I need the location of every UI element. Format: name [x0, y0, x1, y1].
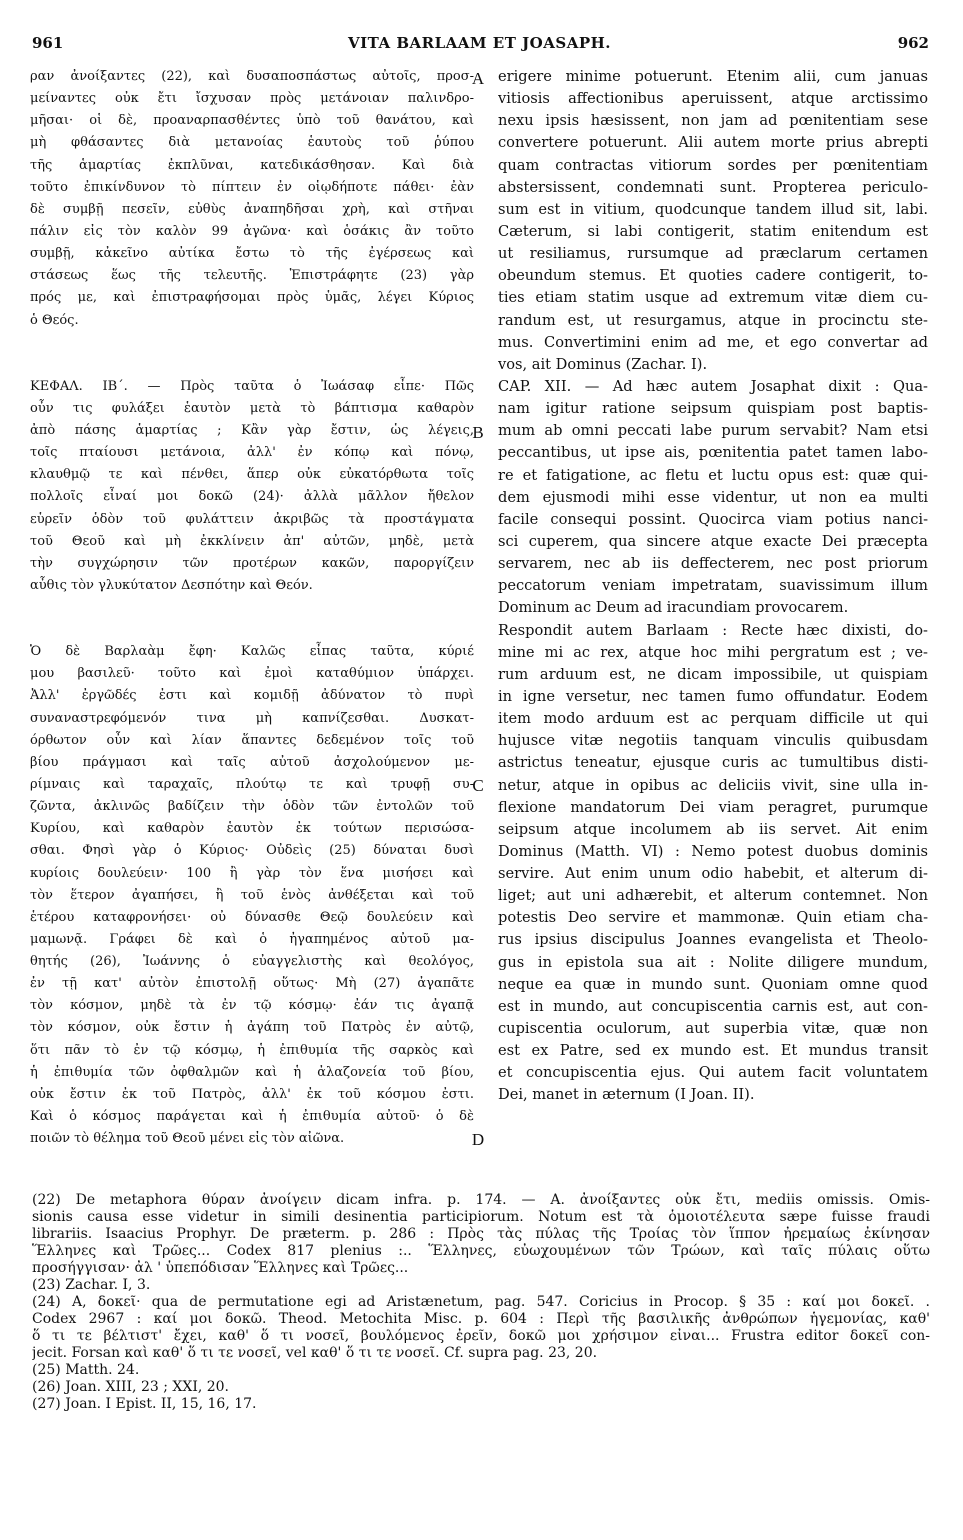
greek-line: θητής (26), Ἰωάννης ὁ εὐαγγελιστὴς καὶ θεολόγος,: [30, 954, 474, 970]
latin-line: sum est in vitium, quodcunque tandem illud sit, labi.: [498, 200, 928, 218]
footnotes-line: Codex 2967 : καί μοι δοκῶ. Theod. Metochita Misc. p. 604 : Περὶ τῆς βασιλικῆς ἀνθρώπων ἡγεμονίας, καθ': [32, 1311, 930, 1327]
page-header: [30, 34, 929, 56]
latin-line: rum arduum est, ne dicam impossibile, ut quispiam: [498, 665, 928, 683]
latin-line: hujusce vitæ negotiis tanquam vinculis quibusdam: [498, 732, 928, 750]
footnotes: [32, 1192, 930, 1413]
latin-line: Dominum ac Deum ad iracundiam provocarem.: [498, 599, 849, 617]
latin-line: peccatorum veniam impetratam, suavissimum illum: [498, 577, 928, 595]
greek-line: τὸν ἕτερον ἀγαπήσει, ἢ τοῦ ἑνὸς ἀνθέξεται καὶ τοῦ: [30, 887, 474, 903]
latin-line: astrictus teneatur, ejusque curis ac tumultibus disti-: [498, 754, 928, 772]
greek-line: κλαυθμῷ τε καὶ πένθει, ἅπερ οὐκ εὐκατόρθωτα τοῖς: [30, 467, 474, 483]
greek-line: μαμωνᾷ. Γράφει δὲ καὶ ὁ ἠγαπημένος αὐτοῦ μα-: [30, 931, 474, 947]
greek-line: μείναντες οὐκ ἔτι ἴσχυσαν πρὸς μετάνοιαν παλινδρο-: [30, 91, 474, 107]
latin-line: CAP. XII. — Ad hæc autem Josaphat dixit : Qua-: [498, 377, 928, 395]
latin-line: dem ejusmodi mihi esse videntur, ut non ea multi: [498, 488, 928, 506]
latin-line: Dei, manet in æternum (I Joan. II).: [498, 1086, 755, 1104]
greek-line: Καὶ ὁ κόσμος παράγεται καὶ ἡ ἐπιθυμία αὐτοῦ· ὁ δὲ: [30, 1109, 474, 1125]
greek-line: πολλοῖς εἶναί μοι δοκῶ (24)· ἀλλὰ μᾶλλον ἤθελον: [30, 489, 474, 505]
greek-line: μὴ φθάσαντες διὰ μετανοίας ἑαυτοὺς τοῦ ῥύπου: [30, 135, 474, 151]
running-title: VITA BARLAAM ET JOASAPH.: [347, 34, 612, 52]
greek-line: μου βασιλεῦ· τοῦτο καὶ ἐμοὶ καταθύμιον ὑπάρχει.: [30, 666, 474, 682]
latin-line: netur, atque in opibus ac deliciis vivit, sine ulla in-: [498, 776, 928, 794]
greek-line: ραν ἀνοίξαντες (22), καὶ δυσαποσπάστως αὐτοῖς, προσ-: [30, 69, 474, 84]
greek-line: Κυρίου, καὶ καθαρὸν ἑαυτὸν ἐκ τούτων περισώσα-: [30, 821, 474, 837]
latin-line: peccantibus, ut ipse ais, pœnitentia patet tamen labo-: [498, 444, 928, 462]
greek-line: πρός με, καὶ ἐπιστραφήσομαι πρὸς ὑμᾶς, λέγει Κύριος: [30, 290, 474, 306]
latin-line: servire. Aut enim unum odio habebit, et alterum di-: [498, 865, 928, 883]
greek-line: τὸν κόσμον, οὐκ ἔστιν ἡ ἀγάπη τοῦ Πατρὸς ἐν αὐτῷ,: [30, 1020, 474, 1036]
latin-line: ties etiam statim usque ad extremum vitæ diem cu-: [498, 289, 928, 307]
latin-line: mine mi ac rex, atque hoc mihi pergratum est ; ve-: [498, 643, 928, 661]
latin-line: sci cuperem, qua sincere atque exacte Dei præcepta: [498, 532, 928, 550]
footnotes-line: librariis. Isaacius Prophyr. De præterm. p. 286 : Πρὸς τὰς πύλας τῆς Τροίας τὸν ἵππον ἠρεμαίως ἐκίνησαν: [32, 1226, 930, 1242]
greek-line: τοῦτο ἐπικίνδυνον τὸ πίπτειν ἐν οἱῳδήποτε πάθει· ἐὰν: [30, 179, 474, 195]
section-marker-d: D: [471, 1130, 485, 1149]
footnotes-line: (22) De metaphora θύραν ἀνοίγειν dicam infra. p. 174. — A. ἀνοίξαντες οὐκ ἔτι, mediis omissis. Omis-: [32, 1192, 930, 1208]
latin-line: erigere minime potuerunt. Etenim alii, cum januas: [498, 68, 928, 85]
greek-line: ἑτέρου καταφρονήσει· οὐ δύνασθε Θεῷ δουλεύειν καὶ: [30, 909, 474, 925]
greek-line: ἡ ἐπιθυμία τῶν ὀφθαλμῶν καὶ ἡ ἀλαζονεία τοῦ βίου,: [30, 1064, 474, 1080]
latin-line: mum ab omni peccati labe purum servabit? Nam etsi: [498, 422, 928, 440]
latin-line: vos, ait Dominus (Zachar. I).: [498, 355, 708, 373]
latin-line: cupiscentia oculorum, aut superbia vitæ, quæ non: [498, 1020, 928, 1038]
greek-line: βίου πράγμασι καὶ ταῖς αὐτοῦ ἀσχολούμενον με-: [30, 754, 474, 770]
greek-line: ζῶντα, ἀκλινῶς βαδίζειν τὴν ὁδὸν τῶν ἐντολῶν τοῦ: [30, 799, 474, 815]
latin-line: mus. Convertimini enim ad me, et ego convertar ad: [498, 333, 928, 351]
greek-line: Ὁ δὲ Βαρλαὰμ ἔφη· Καλῶς εἶπας ταῦτα, κύριέ: [30, 644, 474, 660]
section-marker-c: C: [472, 776, 484, 795]
latin-line: re et fatigatione, ac fletu et luctu opus est: quæ qui-: [498, 466, 928, 484]
greek-line: σθαι. Φησὶ γὰρ ὁ Κύριος· Οὐδεὶς (25) δύναται δυσὶ: [30, 843, 474, 859]
footnotes-line: (24) A, δοκεῖ· qua de permutatione egi ad Aristænetum, pag. 547. Coricius in Procop. § 35 : καί μοι δοκεῖ. .: [32, 1294, 930, 1310]
latin-line: in igne versetur, nec tamen fumo offundatur. Eodem: [498, 687, 928, 705]
latin-line: Dominus (Matth. VI) : Nemo potest duobus dominis: [498, 842, 928, 860]
greek-line: ποιῶν τὸ θέλημα τοῦ Θεοῦ μένει εἰς τὸν αἰῶνα.: [30, 1131, 345, 1147]
latin-line: quam contractas vitiorum sordes per pœnitentiam: [498, 156, 928, 174]
latin-line: vitiosis affectionibus aperuissent, atque arctissimo: [498, 90, 928, 108]
footnotes-line: sionis causa esse videtur in simili desinentia participiorum. Notum est τὰ ὁμοιοτέλευτα sæpe fuisse fraudi: [32, 1209, 930, 1225]
footnotes-line: (26) Joan. XIII, 23 ; XXI, 20.: [32, 1379, 230, 1395]
greek-line: [30, 332, 474, 376]
footnotes-line: (23) Zachar. I, 3.: [32, 1277, 151, 1293]
greek-line: ὁ Θεός.: [30, 312, 79, 328]
greek-line: δὲ συμβῇ πεσεῖν, εὐθὺς ἀναπηδῆσαι χρὴ, καὶ στῆναι: [30, 201, 474, 217]
greek-line: Ἀλλ' ἐργῶδές ἐστι καὶ κομιδῇ ἀδύνατον τὸ πυρὶ: [30, 688, 474, 704]
footnotes-line: (27) Joan. I Epist. II, 15, 16, 17.: [32, 1396, 257, 1412]
latin-line: liget; aut uni adhærebit, et alterum contemnet. Non: [498, 887, 928, 905]
greek-line: τὸν κόσμον, μηδὲ τὰ ἐν τῷ κόσμῳ· ἐάν τις ἀγαπᾷ: [30, 998, 474, 1014]
greek-column: [30, 66, 474, 1150]
footnotes-line: (25) Matth. 24.: [32, 1362, 140, 1378]
latin-line: seipsum atque incolumem ab iis servet. Ait enim: [498, 820, 928, 838]
greek-line: τοῦ Θεοῦ καὶ μὴ ἐκκλίνειν ἀπ' αὐτῶν, μηδὲ, μετὰ: [30, 533, 474, 549]
latin-line: ut resiliamus, rursumque ad præclarum certamen: [498, 245, 928, 263]
latin-line: facile consequi possint. Quocirca viam potius nanci-: [498, 510, 928, 528]
latin-line: Cæterum, si labi contigerit, statim enitendum est: [498, 222, 928, 240]
greek-line: μῆσαι· οἱ δὲ, προαναρπασθέντες ὑπὸ τοῦ θανάτου, καὶ: [30, 113, 474, 129]
latin-line: abstersissent, condemnati sunt. Propterea periculo-: [498, 178, 928, 196]
greek-line: ἀπὸ πάσης ἁμαρτίας ; Κἂν γὰρ ἔστιν, ὡς λέγεις,: [30, 422, 474, 438]
greek-line: [30, 597, 474, 641]
greek-line: κυρίοις δουλεύειν· 100 ἢ γὰρ τὸν ἕνα μισήσει καὶ: [30, 865, 474, 881]
latin-line: servarem, nec ab iis deffecterem, nec post priorum: [498, 555, 928, 573]
greek-line: συμβῇ, κἀκεῖνο αὐτίκα ἔστω τὸ τῆς ἐγέρσεως καὶ: [30, 246, 474, 262]
latin-column: [498, 66, 928, 1107]
latin-line: nexu ipsis hæsissent, non jam ad pœnitentiam sese: [498, 112, 928, 130]
greek-line: ἐν τῇ κατ' αὐτὸν ἐπιστολῇ οὕτως· Μὴ (27) ἀγαπᾶτε: [30, 976, 474, 992]
greek-line: εὑρεῖν ὁδὸν τοῦ φυλάττειν ἀκριβῶς τὰ προστάγματα: [30, 511, 474, 527]
greek-line: τῆς ἁμαρτίας ἐκπλῦναι, κατεδικάσθησαν. Καὶ διὰ: [30, 157, 474, 173]
latin-line: est in mundo, aut concupiscentia carnis est, aut con-: [498, 997, 928, 1015]
latin-line: potestis Deo servire et mammonæ. Quin etiam cha-: [498, 909, 928, 927]
latin-line: est ex Patre, sed ex mundo est. Et mundus transit: [498, 1042, 928, 1060]
greek-line: αὖθις τὸν γλυκύτατον Δεσπότην καὶ Θεόν.: [30, 577, 313, 593]
page-number-left: 961: [32, 34, 64, 52]
greek-line: όρθωτον οὖν καὶ λίαν ἅπαντες δεδεμένον τοῖς τοῦ: [30, 732, 474, 748]
latin-line: neque ea quæ in mundo sunt. Quoniam omne quod: [498, 975, 928, 993]
latin-line: item modo arduum est ac perquam difficile ut qui: [498, 710, 928, 728]
section-marker-b: B: [472, 423, 484, 442]
greek-line: τοῖς πταίουσι μετάνοια, ἀλλ' ἐν κόπῳ καὶ πόνῳ,: [30, 445, 474, 461]
latin-line: randum est, ut resurgamus, atque in procinctu ste-: [498, 311, 928, 329]
footnotes-line: jecit. Forsan καὶ καθ' ὅ τι τε νοσεῖ, vel καθ' ὅ τι τε νοσεῖ. Cf. supra pag. 23, 20.: [32, 1345, 598, 1361]
greek-line: οὖν τις φυλάξει ἑαυτὸν μετὰ τὸ βάπτισμα καθαρὸν: [30, 400, 474, 416]
greek-line: στάσεως ἕως τῆς τελευτῆς. Ἐπιστράφητε (23) γὰρ: [30, 268, 474, 284]
footnotes-line: ὅ τι τε βέλτιστ' ἔχει, καθ' ὅ τι νοσεῖ, βουλόμενος ἐρεῖν, δοκῶ μοι χρήσιμον εἶναι... Frustra editor δοκεῖ con-: [32, 1328, 930, 1344]
footnotes-line: προσήγγισαν· ἀλ ' ὑπεπόδισαν Ἕλληνες καὶ Τρῶες...: [32, 1260, 409, 1276]
latin-line: gus in epistola sua ait : Nolite diligere mundum,: [498, 953, 928, 971]
greek-line: συναναστρεφόμενόν τινα μὴ καπνίζεσθαι. Δυσκατ-: [30, 710, 474, 726]
section-marker-a: A: [471, 69, 485, 88]
footnotes-line: Ἕλληνες καὶ Τρῶες... Codex 817 plenius :.. Ἕλληνες, εὐωχουμένων τῶν Τρώων, καὶ ταῖς πύλαις οὕτω: [32, 1243, 930, 1259]
greek-line: τὴν συγχώρησιν τῶν προτέρων κακῶν, παροργίζειν: [30, 555, 474, 571]
latin-line: Respondit autem Barlaam : Recte hæc dixisti, do-: [498, 621, 928, 639]
latin-line: rus ipsius discipulus Joannes evangelista et Theolo-: [498, 931, 928, 949]
latin-line: obeundum stemus. Et quoties cadere contigerit, to-: [498, 267, 928, 285]
greek-line: ΚΕΦΑΛ. ΙΒ΄. — Πρὸς ταῦτα ὁ Ἰωάσαφ εἶπε· Πῶς: [30, 378, 474, 394]
latin-line: flexione mandatorum Dei viam peragret, purumque: [498, 798, 928, 816]
greek-line: οὐκ ἔστιν ἐκ τοῦ Πατρὸς, ἀλλ' ἐκ τοῦ κόσμου ἐστι.: [30, 1086, 474, 1102]
latin-line: convertere potuerunt. Alii autem morte prius abrepti: [498, 134, 928, 152]
latin-line: nam igitur ratione seipsum quispiam post baptis-: [498, 400, 928, 418]
latin-line: et concupiscentia ejus. Qui autem facit voluntatem: [498, 1064, 928, 1082]
page-number-right: 962: [897, 34, 929, 52]
greek-line: πάλιν εἰς τὸν καλὸν 99 ἀγῶνα· καὶ ὁσάκις ἂν τοῦτο: [30, 223, 474, 239]
greek-line: ρίμναις καὶ ταραχαῖς, πλούτῳ τε καὶ τρυφῇ συ-: [30, 776, 474, 792]
greek-line: ὅτι πᾶν τὸ ἐν τῷ κόσμῳ, ἡ ἐπιθυμία τῆς σαρκὸς καὶ: [30, 1042, 474, 1058]
